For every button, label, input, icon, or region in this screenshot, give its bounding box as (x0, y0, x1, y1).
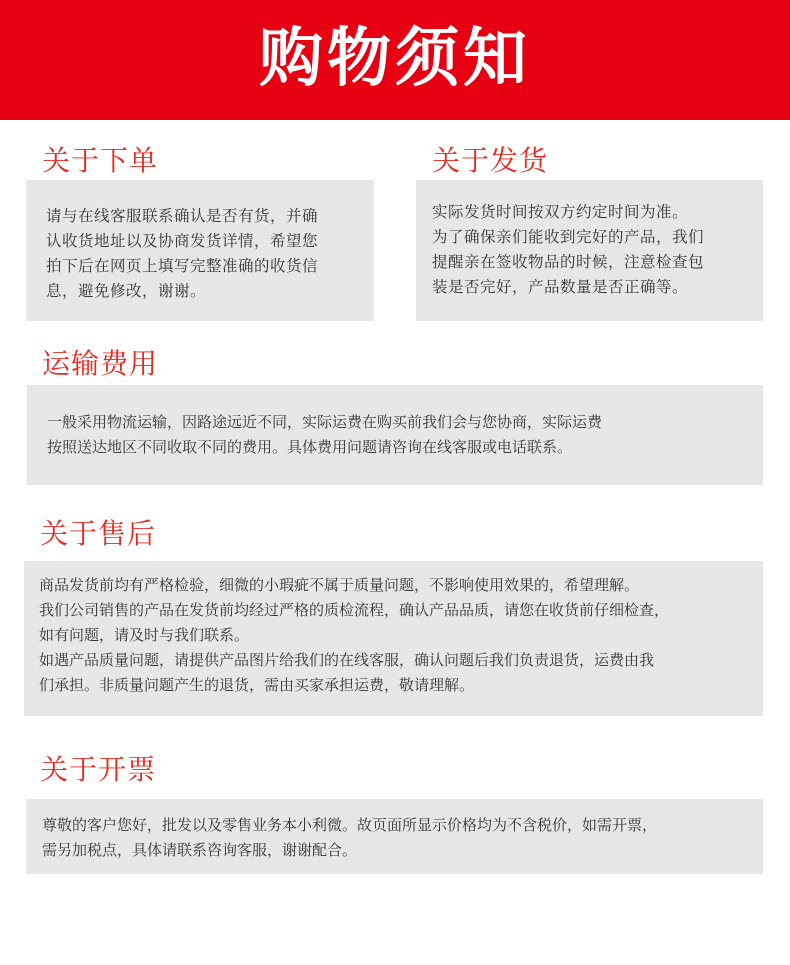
aftersale-text-line: 如遇产品质量问题，请提供产品图片给我们的在线客服，确认问题后我们负责退货，运费由我 (39, 651, 655, 669)
section-title-shipping: 关于发货 (432, 144, 549, 177)
invoice-text-line: 尊敬的客户您好，批发以及零售业务本小利微。故页面所显示价格均为不含税价，如需开票， (42, 816, 658, 834)
freight-text-line: 一般采用物流运输，因路途远近不同，实际运费在购买前我们会与您协商，实际运费 (47, 413, 603, 431)
section-title-invoice: 关于开票 (40, 753, 157, 786)
section-title-aftersale: 关于售后 (40, 517, 157, 550)
aftersale-text-line: 我们公司销售的产品在发货前均经过严格的质检流程，确认产品品质，请您在收货前仔细检查， (39, 601, 670, 619)
invoice-info-box (26, 799, 763, 874)
section-title-order: 关于下单 (42, 144, 159, 177)
shipping-text-line: 为了确保亲们能收到完好的产品，我们 (432, 228, 705, 246)
freight-info-box (27, 385, 763, 485)
shipping-text-line: 实际发货时间按双方约定时间为准。 (432, 203, 689, 221)
aftersale-info-box (24, 561, 763, 716)
freight-text-line: 按照送达地区不同收取不同的费用。具体费用问题请咨询在线客服或电话联系。 (47, 438, 573, 456)
order-text-line: 认收货地址以及协商发货详情，希望您 (46, 232, 319, 250)
order-text-line: 拍下后在网页上填写完整准确的收货信 (46, 257, 319, 275)
order-info-box (26, 180, 374, 321)
header-banner (0, 0, 790, 120)
order-text-line: 请与在线客服联系确认是否有货，并确 (46, 207, 319, 225)
aftersale-text-line: 商品发货前均有严格检验，细微的小瑕疵不属于质量问题，不影响使用效果的，希望理解。 (39, 576, 640, 594)
shipping-text-line: 装是否完好，产品数量是否正确等。 (432, 278, 689, 296)
aftersale-text-line: 们承担。非质量问题产生的退货，需由买家承担运费，敬请理解。 (39, 676, 475, 694)
invoice-text-line: 需另加税点，具体请联系咨询客服，谢谢配合。 (42, 841, 358, 859)
shipping-info-box (416, 180, 763, 321)
shipping-text-line: 提醒亲在签收物品的时候，注意检查包 (432, 253, 705, 271)
page-title: 购物须知 (259, 22, 531, 96)
section-title-freight: 运输费用 (42, 347, 159, 380)
order-text-line: 息，避免修改，谢谢。 (46, 282, 207, 300)
aftersale-text-line: 如有问题，请及时与我们联系。 (39, 626, 250, 644)
